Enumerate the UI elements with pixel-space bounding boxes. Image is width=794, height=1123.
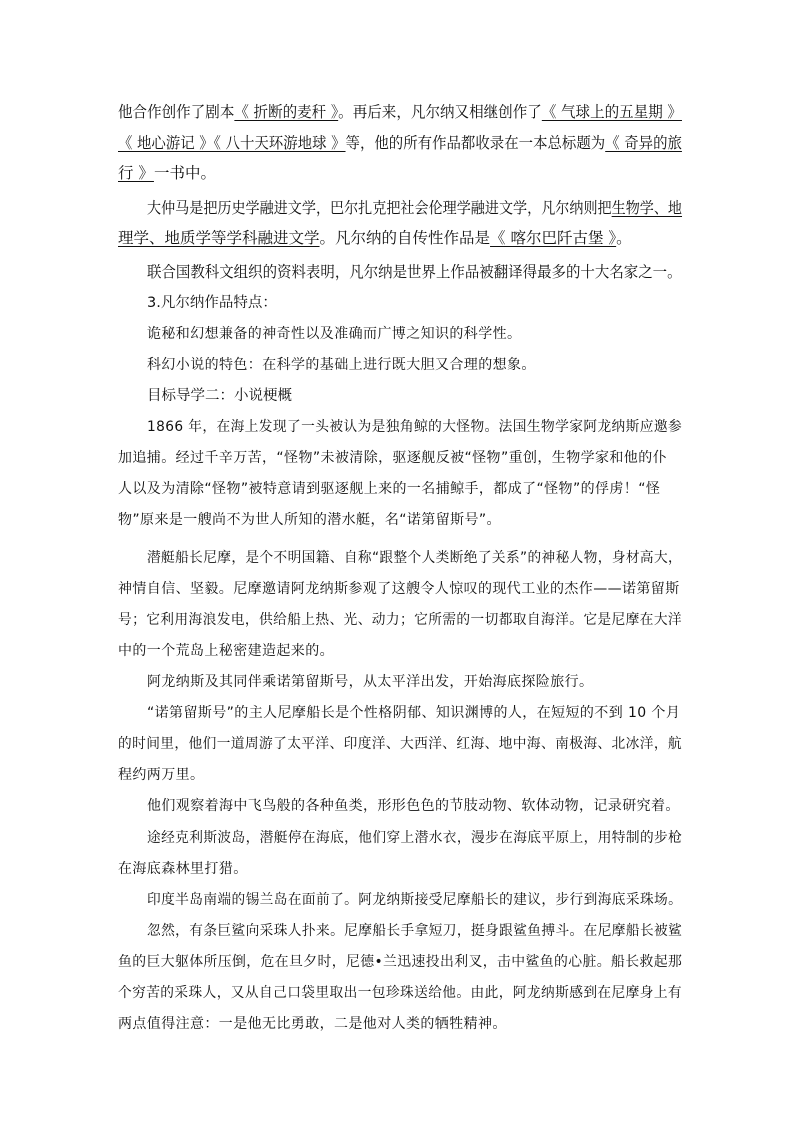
section-heading: 目标导学二：小说梗概 (147, 388, 292, 404)
synopsis-line: 的时间里，他们一道周游了太平洋、印度洋、大西洋、红海、地中海、南极海、北冰洋，航 (118, 736, 683, 752)
text: 。再后来，凡尔纳又相继创作了 (338, 103, 542, 121)
synopsis-line: 在海底森林里打猎。 (118, 861, 248, 877)
synopsis-line: 人以及为清除“怪物”被特意请到驱逐舰上来的一名捕鲸手，都成了“怪物”的俘虏！“怪 (118, 481, 661, 497)
synopsis-line: 程约两万里。 (118, 767, 205, 783)
synopsis-line: 号；它利用海浪发电，供给船上热、光、动力；它所需的一切都取自海洋。它是尼摩在大洋 (118, 612, 683, 628)
synopsis-line: 个穷苦的采珠人，又从自己口袋里取出一包珍珠送给他。由此，阿龙纳斯感到在尼摩身上有 (118, 985, 683, 1001)
underlined-text: 生物学、地 (611, 199, 683, 217)
section-heading: 3.凡尔纳作品特点： (147, 295, 277, 311)
book-title-link: 《 折断的麦秆 》 (234, 103, 339, 121)
synopsis-line: 途经克利斯波岛，潜艇停在海底，他们穿上潜水衣，漫步在海底平原上，用特制的步枪 (147, 830, 683, 846)
synopsis-line: 1866 年，在海上发现了一头被认为是独角鲸的大怪物。法国生物学家阿龙纳斯应邀参 (147, 419, 683, 435)
text: 大仲马是把历史学融进文学，巴尔扎克把社会伦理学融进文学，凡尔纳则把 (147, 199, 612, 217)
synopsis-line: 他们观察着海中飞鸟般的各种鱼类，形形色色的节肢动物、软体动物，记录研究着。 (147, 798, 680, 814)
paragraph-line (118, 228, 632, 248)
feature-line: 科幻小说的特色：在科学的基础上进行既大胆又合理的想象。 (147, 357, 536, 373)
paragraph-line (147, 198, 682, 218)
text: 。凡尔纳的自传性作品是 (319, 229, 491, 247)
synopsis-line: 物”原来是一艘尚不为世人所知的潜水艇，名“诺第留斯号”。 (118, 512, 501, 528)
feature-line: 诡秘和幻想兼备的神奇性以及准确而广博之知识的科学性。 (147, 326, 522, 342)
text: 。 (616, 229, 632, 247)
synopsis-line: 忽然，有条巨鲨向采珠人扑来。尼摩船长手拿短刀，挺身跟鲨鱼搏斗。在尼摩船长被鲨 (147, 923, 683, 939)
synopsis-line: 潜艇船长尼摩，是个不明国籍、自称“跟整个人类断绝了关系”的神秘人物，身材高大， (147, 550, 683, 566)
text: 等，他的所有作品都收录在一本总标题为 (345, 134, 606, 152)
synopsis-line: 鱼的巨大躯体所压倒，危在旦夕时，尼德•兰迅速投出利叉，击中鲨鱼的心脏。船长救起那 (118, 954, 683, 970)
book-title-link: 《 地心游记 》《 八十天环游地球 》 (118, 134, 346, 152)
paragraph-line: 联合国教科文组织的资料表明，凡尔纳是世界上作品被翻译得最多的十大名家之一。 (147, 263, 682, 281)
paragraph-line (118, 133, 682, 153)
paragraph-line (118, 102, 682, 122)
synopsis-line: 加追捕。经过千辛万苦，“怪物”未被清除，驱逐舰反被“怪物”重创，生物学家和他的仆 (118, 450, 668, 466)
text: 一书中。 (153, 164, 216, 182)
synopsis-line: 神情自信、坚毅。尼摩邀请阿龙纳斯参观了这艘令人惊叹的现代工业的杰作——诺第留斯 (118, 581, 680, 597)
synopsis-line: 两点值得注意：一是他无比勇敢，二是他对人类的牺牲精神。 (118, 1016, 507, 1032)
book-title-link: 《 气球上的五星期 》 (541, 103, 682, 121)
paragraph-line (118, 163, 216, 183)
synopsis-line: “诺第留斯号”的主人尼摩船长是个性格阴郁、知识渊博的人，在短短的不到 10 个月 (147, 705, 681, 721)
text: 他合作创作了剧本 (118, 103, 235, 121)
book-title-link: 行 》 (118, 164, 154, 182)
synopsis-line: 中的一个荒岛上秘密建造起来的。 (118, 643, 334, 659)
book-title-link: 《 奇异的旅 (605, 134, 682, 152)
book-title-link: 《 喀尔巴阡古堡 》 (490, 229, 617, 247)
underlined-text: 理学、地质学等学科融进文学 (118, 229, 320, 247)
synopsis-line: 印度半岛南端的锡兰岛在面前了。阿龙纳斯接受尼摩船长的建议，步行到海底采珠场。 (147, 892, 683, 908)
synopsis-line: 阿龙纳斯及其同伴乘诺第留斯号，从太平洋出发，开始海底探险旅行。 (147, 674, 594, 690)
